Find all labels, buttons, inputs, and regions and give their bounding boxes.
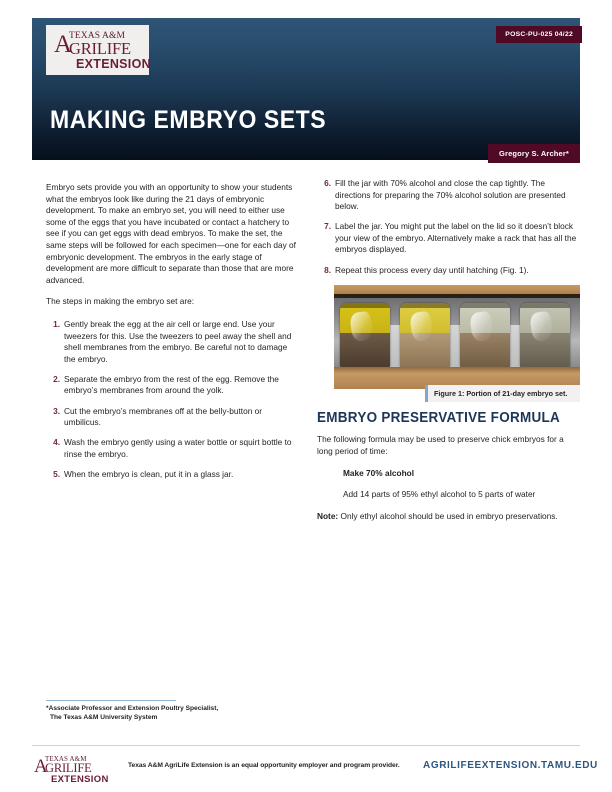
formula-ratio: Add 14 parts of 95% ethyl alcohol to 5 parts of water <box>343 488 536 499</box>
list-item-number: 4. <box>53 437 60 448</box>
page-title: MAKING EMBRYO SETS <box>50 106 327 134</box>
logo-letter-a: A <box>34 756 47 777</box>
section-heading: EMBRYO PRESERVATIVE FORMULA <box>317 410 561 426</box>
list-item <box>46 469 300 481</box>
formula-intro: The following formula may be used to preserve chick embryos for a long period of time: <box>317 434 564 456</box>
list-item-text: When the embryo is clean, put it in a glass jar. <box>64 468 234 479</box>
list-item-number: 8. <box>324 264 331 275</box>
list-item-text: Separate the embryo from the rest of the egg. Remove the embryo’s membranes from around the yolk. <box>64 373 279 396</box>
document-code-badge: POSC-PU-025 04/22 <box>496 26 582 43</box>
logo-letter-a: A <box>54 31 72 58</box>
list-item-text: Wash the embryo gently using a water bottle or squirt bottle to rinse the embryo. <box>64 437 292 459</box>
intro-paragraph: Embryo sets provide you with an opportunity to show your students what the embryos look like during the 21 days of embryonic development. To make an embryo set, you will need to either use some of the eggs that you have incubated or contact a hatchery to see if you can get eggs with dead embryos. To make the set, the same steps will be followed for each specimen—one for each day of embryonic development. The embryos in the early stage of development are more difficult to separate than those that are more advanced. <box>46 182 296 285</box>
list-item-number: 5. <box>53 468 60 479</box>
list-item-text: Gently break the egg at the air cell or large end. Use your tweezers for this. Use the tweezers to peel away the shell and shell membranes from the embryo. Be careful not to damage the embryo. <box>64 318 292 364</box>
list-item-text: Fill the jar with 70% alcohol and close the cap tightly. The directions for preparing the 70% alcohol solution are presented below. <box>335 178 566 212</box>
list-item-number: 3. <box>53 405 60 416</box>
embryo-jar-1 <box>340 303 390 369</box>
figure-caption: Figure 1: Portion of 21-day embryo set. <box>425 385 580 402</box>
formula-note <box>317 511 580 523</box>
list-item <box>317 265 580 277</box>
note-label: Note: <box>317 511 339 522</box>
footnote-line-2: The Texas A&M University System <box>50 714 158 722</box>
footer-website-url[interactable]: AGRILIFEEXTENSION.TAMU.EDU <box>423 760 598 771</box>
embryo-jar-4 <box>520 303 570 369</box>
right-column <box>317 178 580 522</box>
logo-agrilife-text: GRILIFE <box>69 39 131 58</box>
list-item-text: Label the jar. You might put the label on the lid so it doesn’t block your view of the embryo. Alternatively make a rack that has all the embryos displayed. <box>335 221 577 255</box>
footnote <box>46 704 326 722</box>
steps-lead-in: The steps in making the embryo set are: <box>46 296 195 307</box>
logo-agrilife-text: GRILIFE <box>45 761 92 775</box>
logo-extension-text: EXTENSION <box>76 57 151 71</box>
left-column <box>46 182 300 480</box>
shelf-top <box>334 285 580 298</box>
steps-list-left <box>46 319 300 481</box>
footer-disclaimer: Texas A&M AgriLife Extension is an equal opportunity employer and program provider. <box>128 762 400 769</box>
formula-make-alcohol: Make 70% alcohol <box>343 468 415 479</box>
embryo-jars-photo <box>334 285 580 389</box>
logo-texas-am-text: TEXAS A&M <box>45 755 87 763</box>
steps-list-right <box>317 178 580 276</box>
author-badge: Gregory S. Archer* <box>488 144 580 163</box>
preservative-formula-section <box>317 410 580 523</box>
list-item <box>317 221 580 256</box>
list-item <box>46 374 300 397</box>
figure-1 <box>334 285 580 398</box>
footnote-line-1: *Associate Professor and Extension Poultry Specialist, <box>46 705 219 712</box>
agrilife-logo-footer <box>33 755 111 785</box>
logo-extension-text: EXTENSION <box>51 774 109 785</box>
list-item-text: Repeat this process every day until hatching (Fig. 1). <box>335 264 529 275</box>
agrilife-logo-header <box>46 25 149 75</box>
list-item-number: 2. <box>53 373 60 384</box>
list-item <box>46 319 300 365</box>
note-text: Only ethyl alcohol should be used in embryo preservations. <box>338 511 558 522</box>
footer-divider <box>32 745 580 746</box>
list-item-number: 1. <box>53 318 60 329</box>
embryo-jar-2 <box>400 303 450 369</box>
logo-texas-am-text: TEXAS A&M <box>69 31 126 41</box>
gap-2 <box>450 325 460 369</box>
gap-3 <box>510 325 520 369</box>
list-item-number: 6. <box>324 178 331 188</box>
footnote-divider <box>46 700 176 701</box>
list-item-number: 7. <box>324 221 331 232</box>
list-item <box>46 437 300 460</box>
list-item <box>317 178 580 213</box>
embryo-jar-3 <box>460 303 510 369</box>
gap-1 <box>390 325 400 369</box>
list-item-text: Cut the embryo’s membranes off at the belly-button or umbilicus. <box>64 405 262 428</box>
list-item <box>46 406 300 429</box>
